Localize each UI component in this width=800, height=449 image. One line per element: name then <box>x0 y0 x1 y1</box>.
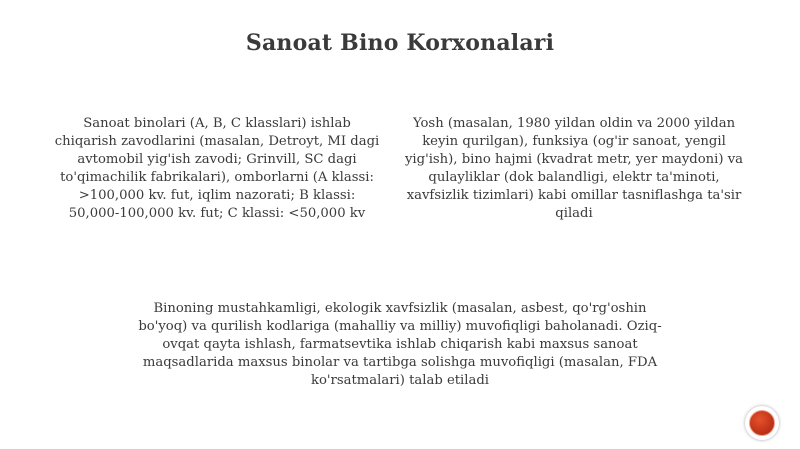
red-circle-nav-icon <box>749 410 775 436</box>
left-text-block: Sanoat binolari (A, B, C klasslari) ishlab chiqarish zavodlarini (masalan, Detroyt, MI dagi avtomobil yig'ish zavodi; Grinvill, SC dagi to'qimachilik fabrikalari), omborlarni (A klassi: >100,000 kv. fut, iqlim nazorati; B klassi: 50,000-100,000 kv. fut; C klassi: <50,000 kv <box>54 116 380 221</box>
slide-title: Sanoat Bino Korxonalari <box>245 30 555 56</box>
next-slide-button[interactable] <box>745 406 779 440</box>
right-text-block: Yosh (masalan, 1980 yildan oldin va 2000 yildan keyin qurilgan), funksiya (og'ir sanoat, yengil yig'ish), bino hajmi (kvadrat metr, yer maydoni) va qulayliklar (dok balandligi, elektr ta'minoti, xavfsizlik tizimlari) kabi omillar tasniflashga ta'sir qiladi <box>404 116 744 221</box>
bottom-text-block: Binoning mustahkamligi, ekologik xavfsizlik (masalan, asbest, qo'rg'oshin bo'yoq) va qurilish kodlariga (mahalliy va milliy) muvofiqligi baholanadi. Oziq-ovqat qayta ishlash, farmatsevtika ishlab chiqarish kabi maxsus sanoat maqsadlarida maxsus binolar va tartibga solishga muvofiqligi (masalan, FDA ko'rsatmalari) talab etiladi <box>138 301 662 388</box>
